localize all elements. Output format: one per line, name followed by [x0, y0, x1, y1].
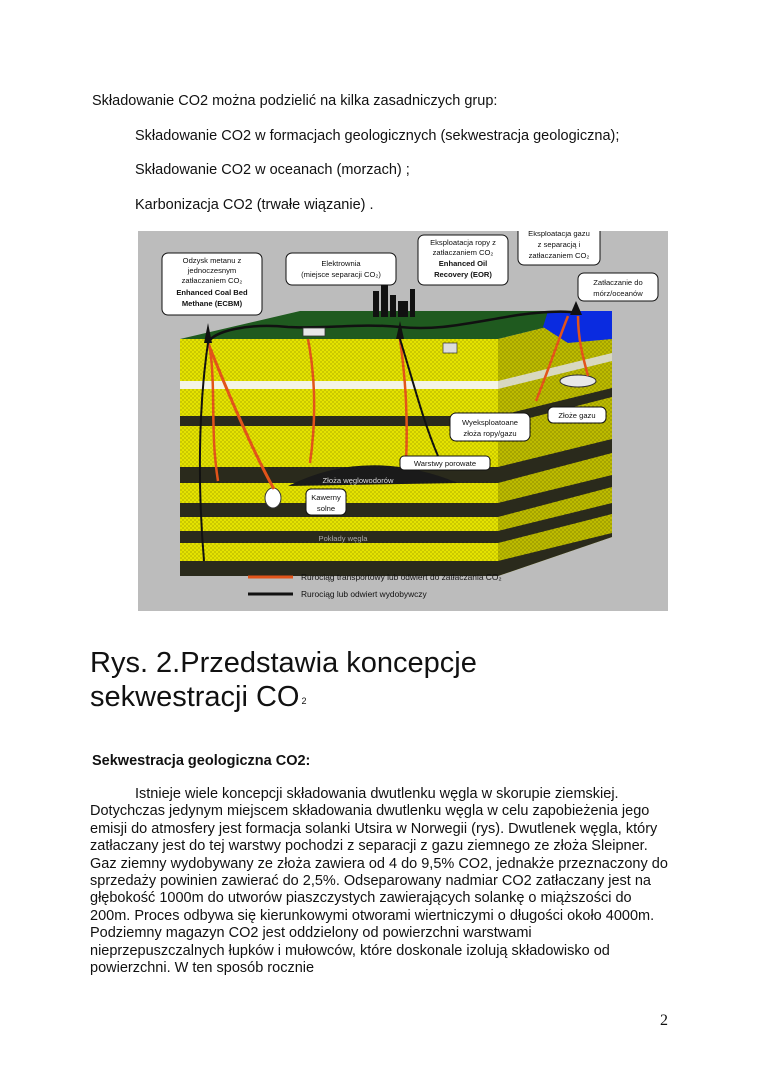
svg-text:Enhanced Oil: Enhanced Oil: [438, 259, 488, 268]
svg-text:Eksploatacja gazu: Eksploatacja gazu: [528, 231, 590, 238]
figure-caption: Rys. 2.Przedstawia koncepcje sekwestracji CO $_2$: [90, 647, 477, 713]
label-ocean-injection: [578, 273, 658, 301]
salt-cavern-shape: [265, 488, 281, 508]
power-plant-icon: [303, 328, 325, 336]
svg-text:(miejsce separacji CO₂): (miejsce separacji CO₂): [301, 270, 381, 279]
svg-text:złoża ropy/gazu: złoża ropy/gazu: [463, 429, 517, 438]
label-porous-layers: [400, 456, 490, 470]
rig-icon: [570, 301, 582, 315]
label-hydrocarbon-fields: Złoża węglowodorów: [322, 476, 394, 485]
section-heading: Sekwestracja geologiczna CO2:: [92, 753, 311, 769]
svg-text:Odzysk metanu z: Odzysk metanu z: [182, 256, 242, 265]
svg-text:mórz/oceanów: mórz/oceanów: [593, 289, 643, 298]
svg-text:Enhanced Coal Bed: Enhanced Coal Bed: [176, 288, 248, 297]
gas-field-shape: [560, 375, 596, 387]
label-eor: [418, 235, 508, 285]
svg-text:Wyeksploatoane: Wyeksploatoane: [461, 418, 519, 427]
legend-label-extraction: Rurociąg lub odwiert wydobywczy: [301, 589, 427, 599]
legend-label-injection: Rurociąg transportowy lub odwiert do zatłaczania CO₂: [301, 572, 502, 582]
svg-text:Warstwy porowate: Warstwy porowate: [413, 459, 477, 468]
svg-text:Eksploatacja ropy z: Eksploatacja ropy z: [430, 238, 496, 247]
label-depleted-fields: [450, 413, 530, 441]
label-gas-exploitation: [518, 231, 600, 265]
label-salt-caverns: [306, 489, 346, 515]
list-item: Składowanie CO2 w formacjach geologicznych (sekwestracja geologiczna);: [135, 128, 620, 144]
svg-text:zatłaczaniem CO₂: zatłaczaniem CO₂: [432, 248, 494, 257]
svg-text:z separacją i: z separacją i: [537, 240, 581, 249]
page-number: 2: [660, 1012, 668, 1029]
svg-text:zatłaczaniem CO₂: zatłaczaniem CO₂: [181, 276, 243, 285]
factory-icon: [443, 343, 457, 353]
svg-text:Kawerny: Kawerny: [311, 493, 341, 502]
intro-text: Składowanie CO2 można podzielić na kilka zasadniczych grup:: [92, 93, 498, 109]
list-item: Karbonizacja CO2 (trwałe wiązanie) .: [135, 197, 374, 213]
svg-text:Złoże gazu: Złoże gazu: [558, 411, 596, 420]
body-paragraph: Istnieje wiele koncepcji składowania dwutlenku węgla w skorupie ziemskiej. Dotychczas jedynym miejscem składowania dwutlenku węgla w celu zapobieżenia jego emisji do atmosfery jest formacja solanki Utsira w Norwegii (rys). Dwutlenek węgla, który zatłaczany jest do tej warstwy pochodzi z separacji z gazu ziemnego ze złoża Sleipner. Gaz ziemny wydobywany ze złoża zawiera od 4 do 9,5% CO2, jednakże przeznaczony do sprzedaży powinien zawierać do 2,5%. Odseparowany nadmiar CO2 zatłaczany jest na głębokość 1000m do utworów piaszczystych zawierających solankę o miąższości do 200m. Proces odbywa się kierunkowymi otworami wiertniczymi o długości około 4000m. Podziemny magazyn CO2 jest oddzielony od powierzchni warstwami nieprzepuszczalnych łupków i mułowców, które doskonale izolują składowisko od powierzchni. W ten sposób rocznie: [90, 786, 668, 977]
svg-text:Methane (ECBM): Methane (ECBM): [181, 299, 243, 308]
svg-text:Recovery (EOR): Recovery (EOR): [434, 270, 492, 279]
label-gas-fields: [548, 407, 606, 423]
caption-subscript: 2: [301, 696, 307, 706]
list-item: Składowanie CO2 w oceanach (morzach) ;: [135, 162, 410, 178]
svg-text:jednoczesnym: jednoczesnym: [187, 266, 237, 275]
label-coal-seams: Pokłady węgla: [318, 534, 368, 543]
svg-text:Elektrownia: Elektrownia: [321, 259, 361, 268]
svg-text:Zatłaczanie do: Zatłaczanie do: [593, 278, 643, 287]
svg-text:zatłaczaniem CO₂: zatłaczaniem CO₂: [528, 251, 590, 260]
svg-text:solne: solne: [316, 504, 336, 513]
label-ecbm: [162, 253, 262, 315]
label-power-plant: [286, 253, 396, 285]
co2-sequestration-diagram: [138, 231, 668, 611]
legend: [248, 572, 502, 599]
